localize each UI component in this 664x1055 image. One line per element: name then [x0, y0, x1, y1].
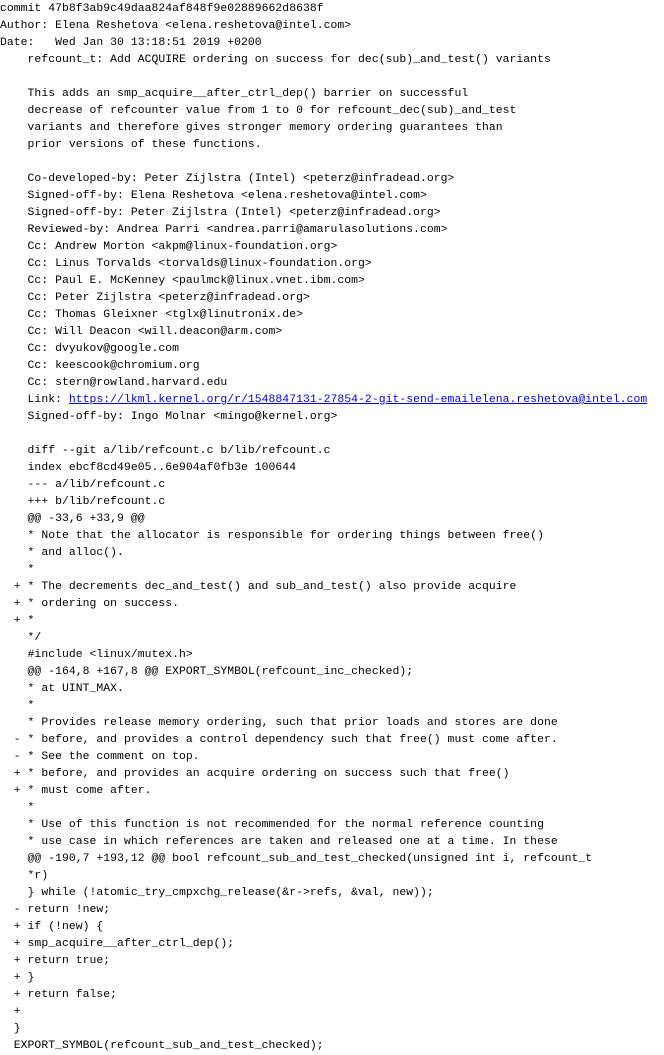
trailer-line: Cc: Paul E. McKenney <paulmck@linux.vnet.ibm.com>: [0, 275, 365, 287]
diff-line: @@ -33,6 +33,9 @@: [0, 513, 145, 525]
commit-body-line: prior versions of these functions.: [0, 139, 262, 151]
commit-author-line: Author: Elena Reshetova <elena.reshetova@intel.com>: [0, 20, 352, 32]
diff-line: @@ -190,7 +193,12 @@ bool refcount_sub_and_test_checked(unsigned int i, refcount_t: [0, 853, 593, 865]
diff-line: * Note that the allocator is responsible for ordering things between free(): [0, 530, 544, 542]
diff-line: @@ -164,8 +167,8 @@ EXPORT_SYMBOL(refcount_inc_checked);: [0, 666, 414, 678]
diff-line: *: [0, 564, 35, 576]
trailer-line: Signed-off-by: Ingo Molnar <mingo@kernel.org>: [0, 411, 338, 423]
commit-hash-line: commit 47b8f3ab9c49daa824af848f9e02889662d8638f: [0, 3, 324, 15]
diff-line: }: [0, 1023, 21, 1035]
diff-line: + * The decrements dec_and_test() and sub_and_test() also provide acquire: [0, 581, 517, 593]
commit-header: [0, 1, 664, 69]
blank-line: [0, 426, 664, 443]
diff-line: + return true;: [0, 955, 111, 967]
trailer-line: Cc: keescook@chromium.org: [0, 360, 200, 372]
commit-body: [0, 86, 664, 154]
trailer-line: Cc: Linus Torvalds <torvalds@linux-foundation.org>: [0, 258, 372, 270]
diff-line: --- a/lib/refcount.c: [0, 479, 166, 491]
diff-line: + * must come after.: [0, 785, 152, 797]
diff-line: + return false;: [0, 989, 118, 1001]
diff-line: - * before, and provides a control dependency such that free() must come after.: [0, 734, 558, 746]
trailer-line: Cc: Peter Zijlstra <peterz@infradead.org>: [0, 292, 310, 304]
blank-line: [0, 69, 664, 86]
trailer-line: Cc: Thomas Gleixner <tglx@linutronix.de>: [0, 309, 303, 321]
trailer-line: Signed-off-by: Peter Zijlstra (Intel) <peterz@infradead.org>: [0, 207, 441, 219]
diff-line: + *: [0, 615, 35, 627]
diff-line: diff --git a/lib/refcount.c b/lib/refcount.c: [0, 445, 331, 457]
commit-subject-line: refcount_t: Add ACQUIRE ordering on success for dec(sub)_and_test() variants: [0, 54, 551, 66]
diff-line: + * ordering on success.: [0, 598, 180, 610]
trailer-line: Cc: Will Deacon <will.deacon@arm.com>: [0, 326, 283, 338]
lkml-link[interactable]: https://lkml.kernel.org/r/1548847131-27854-2-git-send-emailelena.reshetova@intel.com: [68, 394, 648, 406]
diff-line: index ebcf8cd49e05..6e904af0fb3e 100644: [0, 462, 297, 474]
diff-block: [0, 443, 664, 1055]
diff-line: #include <linux/mutex.h>: [0, 649, 193, 661]
git-log-document: [0, 1, 664, 1055]
trailer-line: Reviewed-by: Andrea Parri <andrea.parri@amarulasolutions.com>: [0, 224, 448, 236]
diff-line: * Use of this function is not recommended for the normal reference counting: [0, 819, 544, 831]
commit-trailers: [0, 171, 664, 426]
diff-line: */: [0, 632, 42, 644]
blank-line: [0, 154, 664, 171]
trailer-line: Cc: stern@rowland.harvard.edu: [0, 377, 228, 389]
trailer-line: Cc: Andrew Morton <akpm@linux-foundation.org>: [0, 241, 338, 253]
diff-line: * and alloc().: [0, 547, 124, 559]
diff-line: *r): [0, 870, 49, 882]
diff-line: } while (!atomic_try_cmpxchg_release(&r->refs, &val, new));: [0, 887, 434, 899]
trailer-line: Co-developed-by: Peter Zijlstra (Intel) <peterz@infradead.org>: [0, 173, 455, 185]
diff-line: * at UINT_MAX.: [0, 683, 124, 695]
diff-line: *: [0, 700, 35, 712]
diff-line: * Provides release memory ordering, such that prior loads and stores are done: [0, 717, 558, 729]
diff-line: - return !new;: [0, 904, 111, 916]
commit-body-line: variants and therefore gives stronger memory ordering guarantees than: [0, 122, 503, 134]
trailer-line: Signed-off-by: Elena Reshetova <elena.reshetova@intel.com>: [0, 190, 427, 202]
link-label: Link:: [0, 394, 69, 406]
diff-line: - * See the comment on top.: [0, 751, 200, 763]
commit-date-line: Date: Wed Jan 30 13:18:51 2019 +0200: [0, 37, 262, 49]
commit-body-line: decrease of refcounter value from 1 to 0 for refcount_dec(sub)_and_test: [0, 105, 517, 117]
diff-line: +++ b/lib/refcount.c: [0, 496, 166, 508]
diff-line: + if (!new) {: [0, 921, 104, 933]
trailer-line: Cc: dvyukov@google.com: [0, 343, 180, 355]
link-trailer-line: [0, 392, 664, 409]
diff-line: *: [0, 802, 35, 814]
diff-line: + smp_acquire__after_ctrl_dep();: [0, 938, 235, 950]
commit-body-line: This adds an smp_acquire__after_ctrl_dep() barrier on successful: [0, 88, 469, 100]
diff-line: * use case in which references are taken and released one at a time. In these: [0, 836, 558, 848]
diff-line: +: [0, 1006, 21, 1018]
diff-line: + }: [0, 972, 35, 984]
diff-line: + * before, and provides an acquire ordering on success such that free(): [0, 768, 510, 780]
diff-line: EXPORT_SYMBOL(refcount_sub_and_test_checked);: [0, 1040, 324, 1052]
